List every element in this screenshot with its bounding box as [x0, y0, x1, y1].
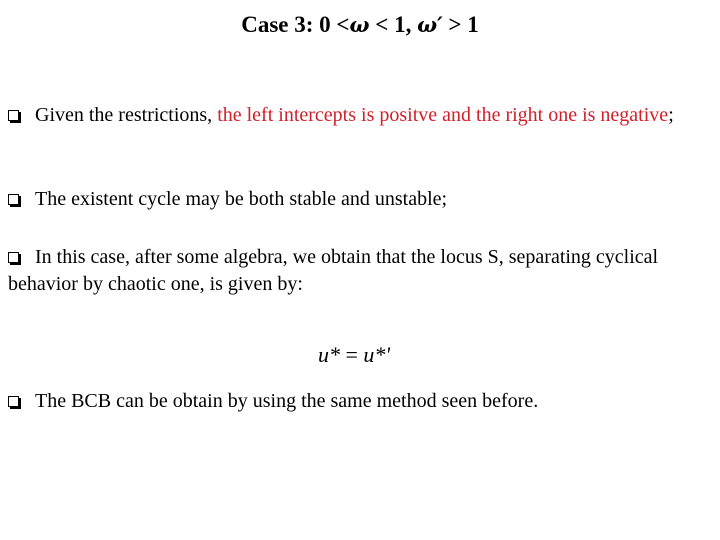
bullet-bcb-text: The BCB can be obtain by using the same method seen before.: [35, 390, 539, 412]
checkbox-bullet-icon: [8, 194, 19, 205]
bullet-bcb: [8, 388, 714, 415]
bullet-locus-text: In this case, after some algebra, we obtain that the locus S, separating cyclical behavior by chaotic one, is given by:: [8, 246, 659, 295]
bullet-cycle: [8, 186, 714, 213]
locus-formula: [318, 341, 390, 369]
checkbox-bullet-icon: [8, 110, 19, 121]
title-omega: ω: [349, 12, 370, 37]
formula-rhs: u*': [363, 342, 391, 367]
title-omega-prime: ω′: [417, 12, 443, 37]
title-suffix: > 1: [442, 12, 479, 37]
checkbox-bullet-icon: [8, 252, 19, 263]
bullet-restrictions-text: Given the restrictions,: [35, 104, 218, 126]
bullet-cycle-text: The existent cycle may be both stable and unstable;: [35, 188, 448, 210]
slide-title: [0, 11, 720, 39]
bullet-restrictions: [8, 102, 714, 129]
bullet-locus: [8, 244, 714, 298]
checkbox-bullet-icon: [8, 396, 19, 407]
title-prefix: Case 3: 0 <: [241, 12, 350, 37]
formula-equals: =: [340, 342, 364, 367]
formula-lhs: u*: [318, 342, 340, 367]
bullet-restrictions-end: ;: [668, 104, 674, 126]
bullet-restrictions-highlight: the left intercepts is positve and the right one is negative: [217, 104, 669, 126]
title-middle: < 1,: [369, 12, 418, 37]
